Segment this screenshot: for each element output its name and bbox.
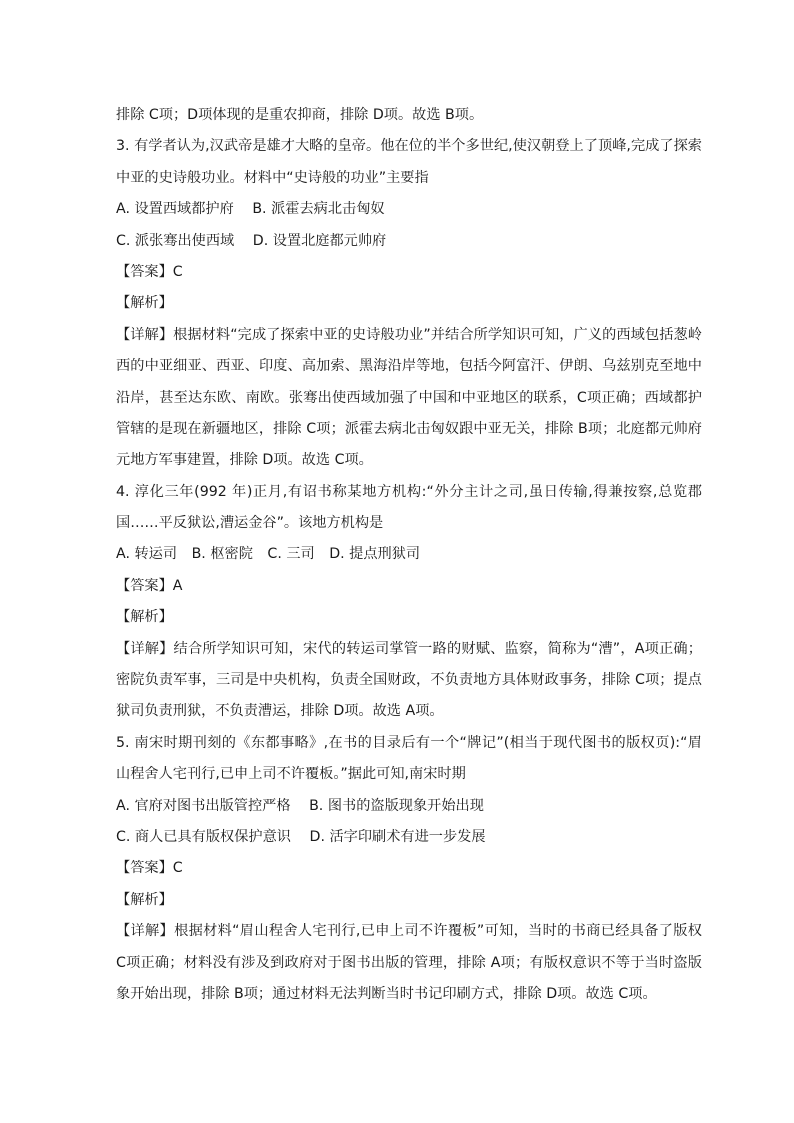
option-b: B. 派霍去病北击匈奴 [252, 201, 385, 218]
option-a: A. 转运司 [116, 546, 178, 563]
option-c: C. 三司 [267, 546, 315, 563]
question-5-options-row-1 [116, 791, 702, 822]
question-5-stem-line-1: 5. 南宋时期刊刻的《东都事略》,在书的目录后有一个“牌记”(相当于现代图书的版权页):“眉 [116, 734, 702, 751]
question-3 [116, 131, 702, 476]
question-3-analysis-heading: 【解析】 [116, 295, 173, 312]
option-d: D. 活字印刷术有进一步发展 [309, 828, 486, 845]
question-3-detail-line-4: 管辖的是现在新疆地区，排除 C项；派霍去病北击匈奴跟中亚无关，排除 B项；北庭都元帅府 [116, 420, 702, 437]
question-4-detail-line-3: 狱司负责刑狱，不负责漕运，排除 D项。故选 A项。 [116, 703, 444, 720]
question-4-answer: 【答案】A [116, 577, 183, 594]
option-c: C. 商人已具有版权保护意识 [116, 828, 291, 845]
option-b: B. 枢密院 [191, 546, 253, 563]
question-4-detail-line-2: 密院负责军事，三司是中央机构，负责全国财政，不负责地方具体财政事务，排除 C项；提点 [116, 672, 702, 689]
option-c: C. 派张骞出使西域 [116, 232, 235, 249]
question-3-answer: 【答案】C [116, 263, 183, 280]
question-4-analysis-heading: 【解析】 [116, 609, 173, 626]
question-5-answer: 【答案】C [116, 860, 183, 877]
question-5-options-row-2 [116, 822, 702, 853]
question-5-detail-line-3: 象开始出现，排除 B项；通过材料无法判断当时书记印刷方式，排除 D项。故选 C项。 [116, 985, 657, 1002]
question-3-detail-line-5: 元地方军事建置，排除 D项。故选 C项。 [116, 452, 373, 469]
question-5 [116, 728, 702, 1011]
question-4-stem-line-2: 国……平反狱讼,漕运金谷”。该地方机构是 [116, 515, 384, 532]
question-4-detail-line-1: 【详解】结合所学知识可知，宋代的转运司掌管一路的财赋、监察，简称为“漕”，A项正确； [116, 640, 702, 657]
question-3-stem-line-1: 3. 有学者认为,汉武帝是雄才大略的皇帝。他在位的半个多世纪,使汉朝登上了顶峰,完成了探索 [116, 138, 702, 155]
option-a: A. 官府对图书出版管控严格 [116, 797, 291, 814]
question-3-options-row-2 [116, 226, 702, 257]
option-d: D. 提点刑狱司 [329, 546, 421, 563]
question-4 [116, 477, 702, 728]
question-4-stem-line-1: 4. 淳化三年(992 年)正月,有诏书称某地方机构:“外分主计之司,虽日传输,得兼按察,总览郡 [116, 483, 702, 500]
question-3-detail-line-1: 【详解】根据材料“完成了探索中亚的史诗般功业”并结合所学知识可知，广义的西域包括葱岭 [116, 326, 702, 343]
option-b: B. 图书的盗版现象开始出现 [309, 797, 484, 814]
document-page [116, 100, 702, 1010]
question-5-stem-line-2: 山程舍人宅刊行,已申上司不许覆板。”据此可知,南宋时期 [116, 766, 466, 783]
question-5-detail-line-2: C项正确；材料没有涉及到政府对于图书出版的管理，排除 A项；有版权意识不等于当时盗版 [116, 954, 702, 971]
question-5-detail-line-1: 【详解】根据材料“眉山程舍人宅刊行,已申上司不许覆板”可知，当时的书商已经具备了版权 [116, 923, 702, 940]
question-4-options-row [116, 539, 702, 570]
option-d: D. 设置北庭都元帅府 [252, 232, 387, 249]
question-3-detail-line-2: 西的中亚细亚、西亚、印度、高加索、黑海沿岸等地，包括今阿富汗、伊朗、乌兹别克至地中 [116, 358, 702, 375]
question-3-detail-line-3: 沿岸，甚至达东欧、南欧。张骞出使西域加强了中国和中亚地区的联系，C项正确；西域都护 [116, 389, 702, 406]
option-a: A. 设置西域都护府 [116, 201, 234, 218]
question-5-analysis-heading: 【解析】 [116, 891, 173, 908]
prev-answer-tail: 排除 C项；D项体现的是重农抑商，排除 D项。故选 B项。 [116, 107, 484, 123]
question-3-stem-line-2: 中亚的史诗般功业。材料中“史诗般的功业”主要指 [116, 169, 429, 186]
question-3-options-row-1 [116, 194, 702, 225]
